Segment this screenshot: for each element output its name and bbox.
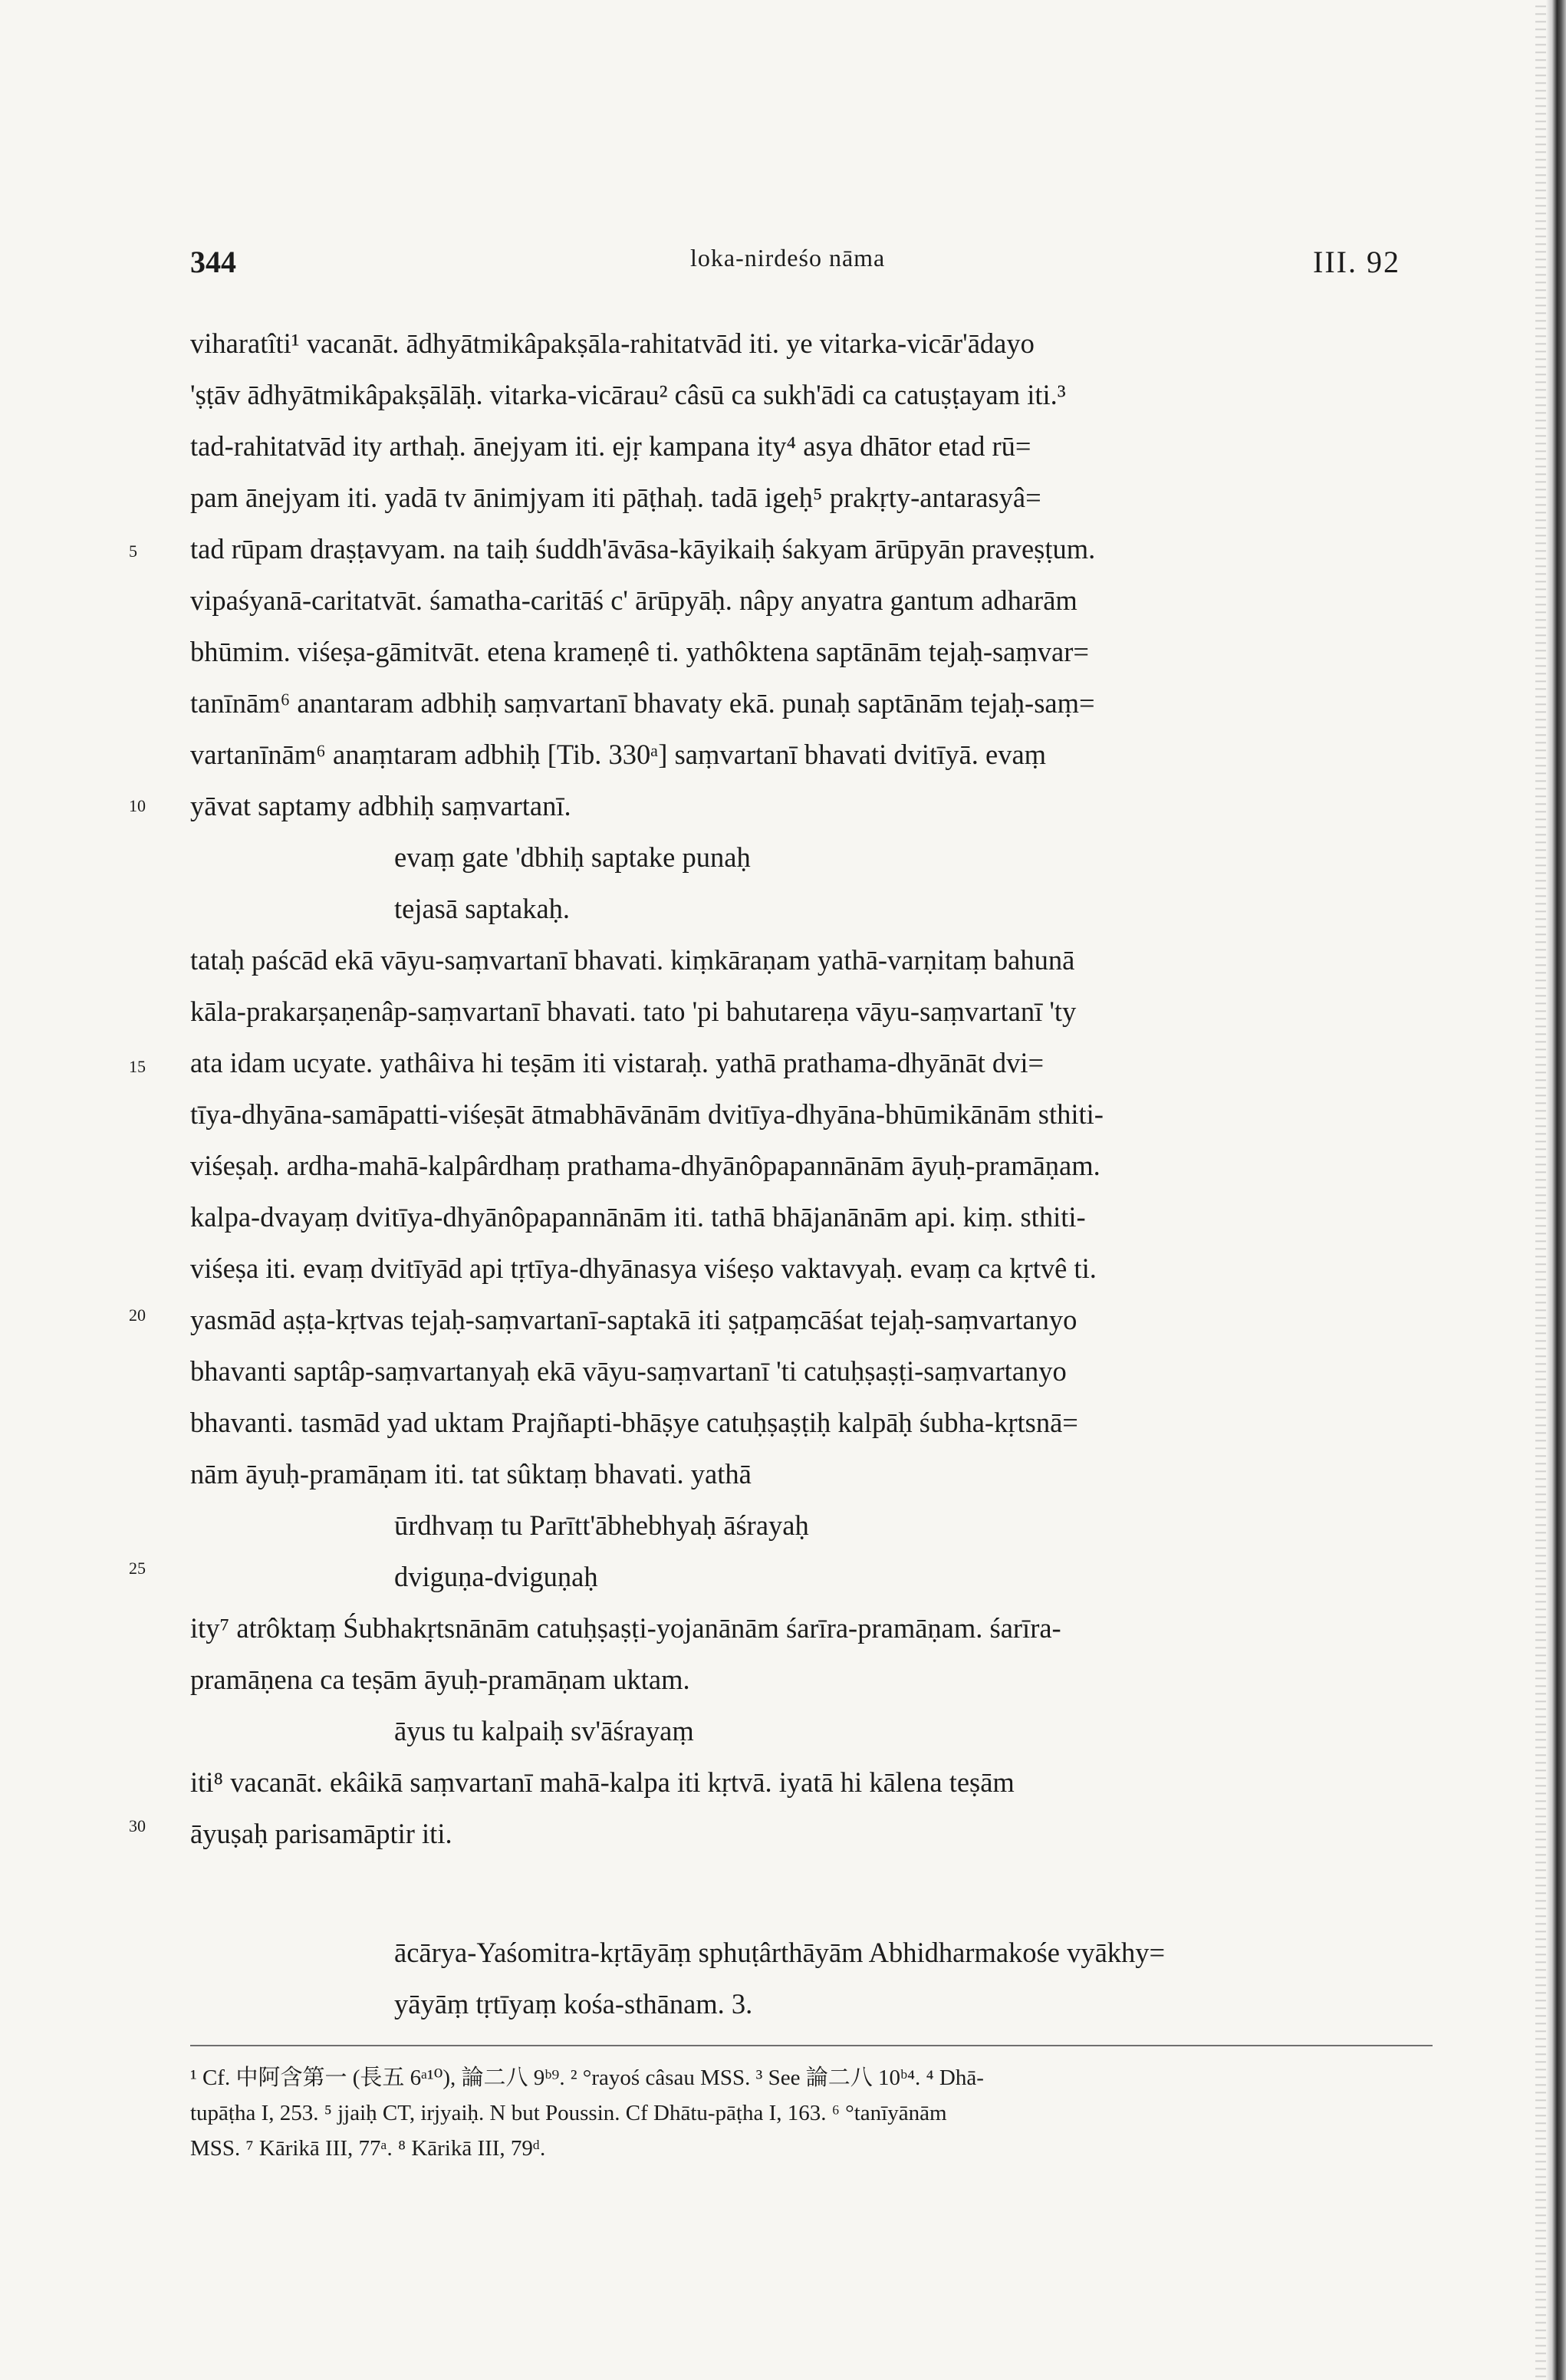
body-line: tad-rahitatvād ity arthaḥ. ānejyam iti. ejṛ kampana ity⁴ asya dhātor etad rū= [190,430,1031,462]
colophon-line: yāyāṃ tṛtīyaṃ kośa-sthānam. 3. [394,1988,753,2020]
footnote-line: ¹ Cf. 中阿含第一 (長五 6ᵃ¹⁰), 論二八 9ᵇ⁹. ² °rayoś câsau MSS. ³ See 論二八 10ᵇ⁴. ⁴ Dhā- [190,2066,984,2090]
body-line: 'ṣṭāv ādhyātmikâpakṣālāḥ. vitarka-vicārau² câsū ca sukh'ādi ca catuṣṭayam iti.³ [190,379,1066,410]
body-line: iti⁸ vacanāt. ekâikā saṃvartanī mahā-kalpa iti kṛtvā. iyatā hi kālena teṣām [190,1766,1015,1798]
line-number: 30 [129,1816,146,1835]
body-line: tanīnām⁶ anantaram adbhiḥ saṃvartanī bhavaty ekā. punaḥ saptānām tejaḥ-saṃ= [190,687,1095,719]
body-line: nām āyuḥ-pramāṇam iti. tat sûktaṃ bhavati. yathā [190,1458,752,1490]
verse-line: ūrdhvaṃ tu Parītt'ābhebhyaḥ āśrayaḥ [394,1509,809,1541]
line-number: 15 [129,1057,146,1076]
colophon-line: ācārya-Yaśomitra-kṛtāyāṃ sphuṭârthāyām Abhidharmakośe vyākhy= [394,1937,1166,1968]
body-line: āyuṣaḥ parisamāptir iti. [190,1818,452,1849]
page-number: 344 [190,245,236,279]
body-line: yasmād aṣṭa-kṛtvas tejaḥ-saṃvartanī-saptakā iti ṣaṭpaṃcāśat tejaḥ-saṃvartanyo [190,1304,1077,1335]
verse-line: āyus tu kalpaiḥ sv'āśrayaṃ [394,1715,694,1746]
body-line: bhavanti. tasmād yad uktam Prajñapti-bhāṣye catuḥṣaṣṭiḥ kalpāḥ śubha-kṛtsnā= [190,1407,1078,1438]
body-line: yāvat saptamy adbhiḥ saṃvartanī. [190,790,571,821]
body-line: pam ānejyam iti. yadā tv ānimjyam iti pāṭhaḥ. tadā igeḥ⁵ prakṛty-antarasyâ= [190,482,1041,513]
line-number: 10 [129,796,146,815]
body-line: kalpa-dvayaṃ dvitīya-dhyānôpapannānām iti. tathā bhājanānām api. kiṃ. sthiti- [190,1201,1086,1233]
scan-shadow [1535,0,1546,2380]
verse-line: dviguṇa-dviguṇaḥ [394,1561,598,1592]
footnote-line: tupāṭha I, 253. ⁵ jjaiḥ CT, irjyaiḥ. N but Poussin. Cf Dhātu-pāṭha I, 163. ⁶ °tanīyānām [190,2101,947,2125]
body-line: bhūmim. viśeṣa-gāmitvāt. etena krameṇê ti. yathôktena saptānām tejaḥ-saṃvar= [190,636,1089,667]
body-line: ity⁷ atrôktaṃ Śubhakṛtsnānām catuḥṣaṣṭi-yojanānām śarīra-pramāṇam. śarīra- [190,1612,1061,1644]
body-line: viśeṣaḥ. ardha-mahā-kalpârdhaṃ prathama-dhyānôpapannānām āyuḥ-pramāṇam. [190,1150,1100,1181]
scan-edge [1546,0,1566,2380]
verse-line: tejasā saptakaḥ. [394,893,571,924]
body-line: vartanīnām⁶ anaṃtaram adbhiḥ [Tib. 330ᵃ] saṃvartanī bhavati dvitīyā. evaṃ [190,739,1047,770]
body-line: ata idam ucyate. yathâiva hi teṣām iti vistaraḥ. yathā prathama-dhyānāt dvi= [190,1047,1045,1078]
body-line: kāla-prakarṣaṇenâp-saṃvartanī bhavati. tato 'pi bahutareṇa vāyu-saṃvartanī 'ty [190,996,1077,1027]
line-number: 20 [129,1305,146,1325]
body-line: viharatîti¹ vacanāt. ādhyātmikâpakṣāla-rahitatvād iti. ye vitarka-vicār'ādayo [190,328,1035,359]
line-number: 25 [129,1559,146,1578]
section-reference: III. 92 [1313,245,1400,279]
body-line: bhavanti saptâp-saṃvartanyaḥ ekā vāyu-saṃvartanī 'ti catuḥṣaṣṭi-saṃvartanyo [190,1355,1067,1387]
footnote-line: MSS. ⁷ Kārikā III, 77ᵃ. ⁸ Kārikā III, 79ᵈ. [190,2136,546,2161]
body-line: pramāṇena ca teṣām āyuḥ-pramāṇam uktam. [190,1664,690,1695]
body-line: viśeṣa iti. evaṃ dvitīyād api tṛtīya-dhyānasya viśeṣo vaktavyaḥ. evaṃ ca kṛtvê ti. [190,1253,1097,1284]
footnote-rule [190,2045,1433,2046]
body-line: tataḥ paścād ekā vāyu-saṃvartanī bhavati. kiṃkāraṇam yathā-varṇitaṃ bahunā [190,944,1075,976]
body-line: vipaśyanā-caritatvāt. śamatha-caritāś c' ārūpyāḥ. nâpy anyatra gantum adharām [190,584,1077,616]
line-number: 5 [129,542,137,561]
body-line: tad rūpam draṣṭavyam. na taiḥ śuddh'āvāsa-kāyikaiḥ śakyam ārūpyān praveṣṭum. [190,533,1096,565]
running-title: loka-nirdeśo nāma [690,244,886,272]
verse-line: evaṃ gate 'dbhiḥ saptake punaḥ [394,841,751,873]
body-line: tīya-dhyāna-samāpatti-viśeṣāt ātmabhāvānām dvitīya-dhyāna-bhūmikānām sthiti- [190,1098,1104,1130]
